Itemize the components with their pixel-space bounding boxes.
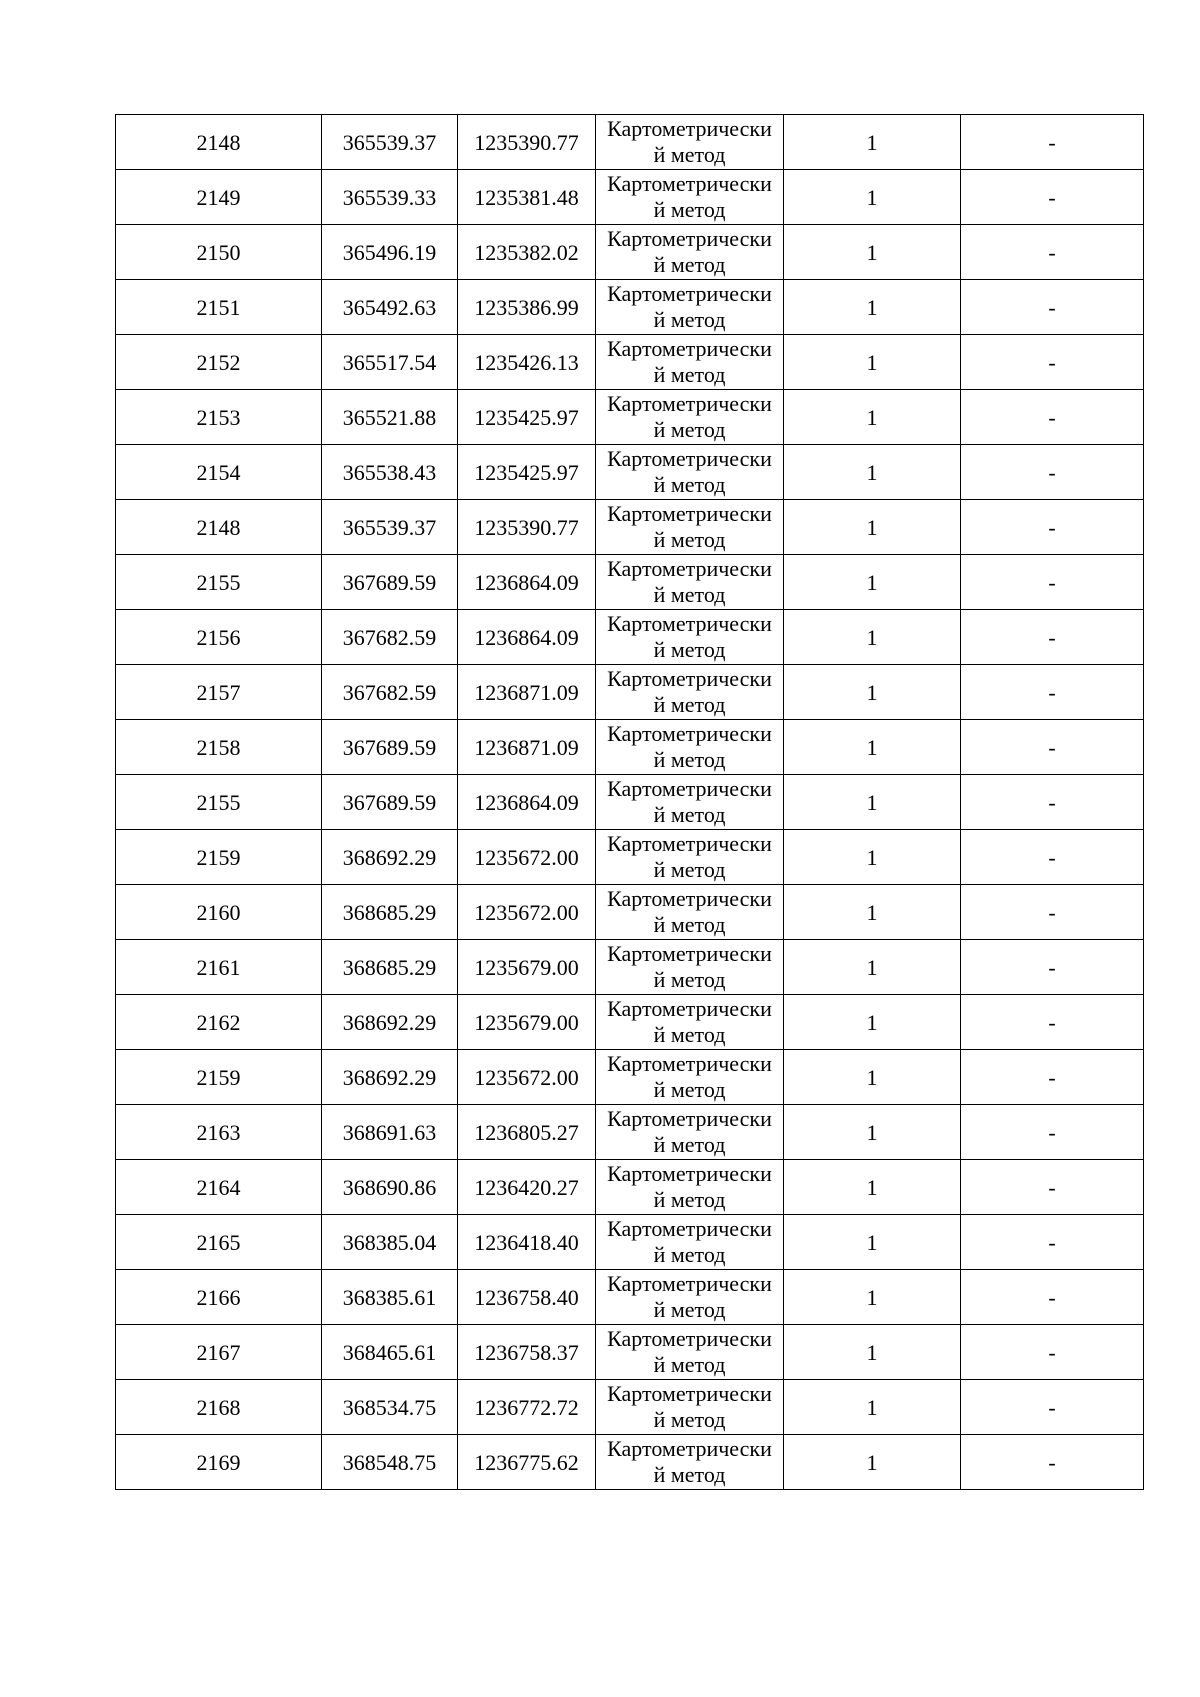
method-line-1: Картометрически [607,886,772,911]
x-coordinate-cell: 368385.61 [322,1270,458,1325]
y-coordinate-cell: 1236772.72 [458,1380,596,1435]
method-line-2: й метод [653,1022,726,1047]
note-cell: - [961,1160,1144,1215]
method-cell [596,1380,784,1435]
method-line-2: й метод [653,912,726,937]
point-number-cell: 2152 [116,335,322,390]
table-row [116,940,1144,995]
method-line-2: й метод [653,1077,726,1102]
method-cell [596,280,784,335]
table-row [116,1325,1144,1380]
method-cell [596,1325,784,1380]
x-coordinate-cell: 368692.29 [322,1050,458,1105]
x-coordinate-cell: 365539.37 [322,115,458,170]
method-cell [596,335,784,390]
method-cell [596,1105,784,1160]
table-row [116,830,1144,885]
table-row [116,885,1144,940]
table-row [116,390,1144,445]
method-line-2: й метод [653,747,726,772]
x-coordinate-cell: 368685.29 [322,940,458,995]
note-cell: - [961,1105,1144,1160]
x-coordinate-cell: 365539.33 [322,170,458,225]
method-line-1: Картометрически [607,1271,772,1296]
accuracy-cell: 1 [784,280,961,335]
table-row [116,225,1144,280]
table-row [116,1160,1144,1215]
note-cell: - [961,1435,1144,1490]
y-coordinate-cell: 1236758.40 [458,1270,596,1325]
y-coordinate-cell: 1235381.48 [458,170,596,225]
y-coordinate-cell: 1236864.09 [458,775,596,830]
note-cell: - [961,225,1144,280]
accuracy-cell: 1 [784,610,961,665]
method-line-2: й метод [653,1297,726,1322]
accuracy-cell: 1 [784,500,961,555]
y-coordinate-cell: 1235672.00 [458,885,596,940]
y-coordinate-cell: 1236805.27 [458,1105,596,1160]
table-row [116,500,1144,555]
note-cell: - [961,390,1144,445]
point-number-cell: 2159 [116,1050,322,1105]
method-line-1: Картометрически [607,116,772,141]
point-number-cell: 2168 [116,1380,322,1435]
method-cell [596,390,784,445]
accuracy-cell: 1 [784,335,961,390]
method-line-1: Картометрически [607,226,772,251]
accuracy-cell: 1 [784,1160,961,1215]
point-number-cell: 2156 [116,610,322,665]
y-coordinate-cell: 1236864.09 [458,555,596,610]
table-row [116,1380,1144,1435]
method-line-2: й метод [653,252,726,277]
table-row [116,1050,1144,1105]
x-coordinate-cell: 365496.19 [322,225,458,280]
note-cell: - [961,940,1144,995]
table-row [116,1105,1144,1160]
coordinates-table-body [116,115,1144,1490]
table-row [116,170,1144,225]
note-cell: - [961,115,1144,170]
y-coordinate-cell: 1235672.00 [458,830,596,885]
x-coordinate-cell: 365539.37 [322,500,458,555]
accuracy-cell: 1 [784,225,961,280]
accuracy-cell: 1 [784,665,961,720]
point-number-cell: 2155 [116,775,322,830]
accuracy-cell: 1 [784,1270,961,1325]
coordinates-table [115,114,1144,1490]
method-line-1: Картометрически [607,1326,772,1351]
note-cell: - [961,720,1144,775]
method-line-1: Картометрически [607,1216,772,1241]
method-line-2: й метод [653,857,726,882]
point-number-cell: 2165 [116,1215,322,1270]
method-line-2: й метод [653,802,726,827]
point-number-cell: 2164 [116,1160,322,1215]
method-line-2: й метод [653,692,726,717]
method-cell [596,445,784,500]
y-coordinate-cell: 1235425.97 [458,390,596,445]
method-cell [596,1270,784,1325]
note-cell: - [961,555,1144,610]
method-cell [596,1160,784,1215]
method-line-1: Картометрически [607,1161,772,1186]
table-row [116,720,1144,775]
point-number-cell: 2157 [116,665,322,720]
accuracy-cell: 1 [784,775,961,830]
accuracy-cell: 1 [784,1215,961,1270]
point-number-cell: 2169 [116,1435,322,1490]
note-cell: - [961,170,1144,225]
method-line-1: Картометрически [607,1106,772,1131]
x-coordinate-cell: 368548.75 [322,1435,458,1490]
accuracy-cell: 1 [784,1325,961,1380]
accuracy-cell: 1 [784,885,961,940]
x-coordinate-cell: 365517.54 [322,335,458,390]
method-line-2: й метод [653,1187,726,1212]
table-row [116,665,1144,720]
table-row [116,115,1144,170]
point-number-cell: 2161 [116,940,322,995]
y-coordinate-cell: 1235425.97 [458,445,596,500]
point-number-cell: 2159 [116,830,322,885]
point-number-cell: 2151 [116,280,322,335]
accuracy-cell: 1 [784,940,961,995]
accuracy-cell: 1 [784,1380,961,1435]
table-row [116,445,1144,500]
x-coordinate-cell: 365538.43 [322,445,458,500]
x-coordinate-cell: 368692.29 [322,830,458,885]
method-line-2: й метод [653,1462,726,1487]
method-line-2: й метод [653,1352,726,1377]
method-line-2: й метод [653,582,726,607]
point-number-cell: 2148 [116,500,322,555]
table-row [116,610,1144,665]
method-line-2: й метод [653,142,726,167]
accuracy-cell: 1 [784,555,961,610]
method-cell [596,225,784,280]
method-cell [596,720,784,775]
point-number-cell: 2150 [116,225,322,280]
point-number-cell: 2166 [116,1270,322,1325]
method-line-2: й метод [653,967,726,992]
method-cell [596,665,784,720]
x-coordinate-cell: 368685.29 [322,885,458,940]
method-cell [596,610,784,665]
table-row [116,335,1144,390]
note-cell: - [961,1270,1144,1325]
y-coordinate-cell: 1235426.13 [458,335,596,390]
accuracy-cell: 1 [784,170,961,225]
x-coordinate-cell: 367689.59 [322,720,458,775]
method-cell [596,1215,784,1270]
accuracy-cell: 1 [784,720,961,775]
method-line-1: Картометрически [607,391,772,416]
point-number-cell: 2149 [116,170,322,225]
method-cell [596,555,784,610]
x-coordinate-cell: 368385.04 [322,1215,458,1270]
method-line-1: Картометрически [607,721,772,746]
method-line-2: й метод [653,1132,726,1157]
accuracy-cell: 1 [784,995,961,1050]
table-row [116,1270,1144,1325]
y-coordinate-cell: 1236420.27 [458,1160,596,1215]
method-cell [596,995,784,1050]
point-number-cell: 2154 [116,445,322,500]
accuracy-cell: 1 [784,390,961,445]
x-coordinate-cell: 367682.59 [322,610,458,665]
table-row [116,995,1144,1050]
method-line-2: й метод [653,197,726,222]
method-cell [596,115,784,170]
table-row [116,280,1144,335]
method-cell [596,500,784,555]
method-line-1: Картометрически [607,776,772,801]
y-coordinate-cell: 1235390.77 [458,115,596,170]
point-number-cell: 2158 [116,720,322,775]
point-number-cell: 2162 [116,995,322,1050]
method-line-1: Картометрически [607,446,772,471]
method-line-1: Картометрически [607,1051,772,1076]
method-cell [596,885,784,940]
accuracy-cell: 1 [784,1105,961,1160]
method-line-1: Картометрически [607,1381,772,1406]
method-cell [596,830,784,885]
point-number-cell: 2153 [116,390,322,445]
method-line-1: Картометрически [607,941,772,966]
y-coordinate-cell: 1235382.02 [458,225,596,280]
note-cell: - [961,335,1144,390]
method-cell [596,1435,784,1490]
x-coordinate-cell: 368465.61 [322,1325,458,1380]
method-line-1: Картометрически [607,556,772,581]
note-cell: - [961,775,1144,830]
y-coordinate-cell: 1235679.00 [458,995,596,1050]
accuracy-cell: 1 [784,1435,961,1490]
note-cell: - [961,995,1144,1050]
method-line-1: Картометрически [607,501,772,526]
y-coordinate-cell: 1236871.09 [458,665,596,720]
method-cell [596,940,784,995]
method-cell [596,775,784,830]
point-number-cell: 2148 [116,115,322,170]
y-coordinate-cell: 1235390.77 [458,500,596,555]
x-coordinate-cell: 367689.59 [322,555,458,610]
y-coordinate-cell: 1235672.00 [458,1050,596,1105]
note-cell: - [961,500,1144,555]
accuracy-cell: 1 [784,115,961,170]
method-line-2: й метод [653,1407,726,1432]
method-line-1: Картометрически [607,831,772,856]
x-coordinate-cell: 368691.63 [322,1105,458,1160]
method-line-1: Картометрически [607,171,772,196]
method-line-1: Картометрически [607,1436,772,1461]
table-row [116,555,1144,610]
method-line-2: й метод [653,417,726,442]
note-cell: - [961,610,1144,665]
note-cell: - [961,280,1144,335]
y-coordinate-cell: 1236758.37 [458,1325,596,1380]
x-coordinate-cell: 368692.29 [322,995,458,1050]
y-coordinate-cell: 1236775.62 [458,1435,596,1490]
point-number-cell: 2167 [116,1325,322,1380]
x-coordinate-cell: 367682.59 [322,665,458,720]
note-cell: - [961,885,1144,940]
accuracy-cell: 1 [784,830,961,885]
y-coordinate-cell: 1236864.09 [458,610,596,665]
method-line-1: Картометрически [607,611,772,636]
note-cell: - [961,1050,1144,1105]
table-row [116,775,1144,830]
x-coordinate-cell: 365492.63 [322,280,458,335]
method-line-1: Картометрически [607,666,772,691]
note-cell: - [961,665,1144,720]
method-line-2: й метод [653,307,726,332]
x-coordinate-cell: 368534.75 [322,1380,458,1435]
note-cell: - [961,1325,1144,1380]
x-coordinate-cell: 368690.86 [322,1160,458,1215]
point-number-cell: 2155 [116,555,322,610]
table-row [116,1215,1144,1270]
method-cell [596,170,784,225]
note-cell: - [961,445,1144,500]
y-coordinate-cell: 1236871.09 [458,720,596,775]
point-number-cell: 2160 [116,885,322,940]
method-line-2: й метод [653,527,726,552]
note-cell: - [961,1380,1144,1435]
note-cell: - [961,830,1144,885]
method-line-2: й метод [653,472,726,497]
method-line-1: Картометрически [607,281,772,306]
note-cell: - [961,1215,1144,1270]
method-line-1: Картометрически [607,996,772,1021]
method-line-1: Картометрически [607,336,772,361]
x-coordinate-cell: 365521.88 [322,390,458,445]
y-coordinate-cell: 1236418.40 [458,1215,596,1270]
accuracy-cell: 1 [784,1050,961,1105]
y-coordinate-cell: 1235386.99 [458,280,596,335]
method-line-2: й метод [653,1242,726,1267]
x-coordinate-cell: 367689.59 [322,775,458,830]
table-row [116,1435,1144,1490]
point-number-cell: 2163 [116,1105,322,1160]
method-line-2: й метод [653,362,726,387]
accuracy-cell: 1 [784,445,961,500]
method-cell [596,1050,784,1105]
y-coordinate-cell: 1235679.00 [458,940,596,995]
method-line-2: й метод [653,637,726,662]
